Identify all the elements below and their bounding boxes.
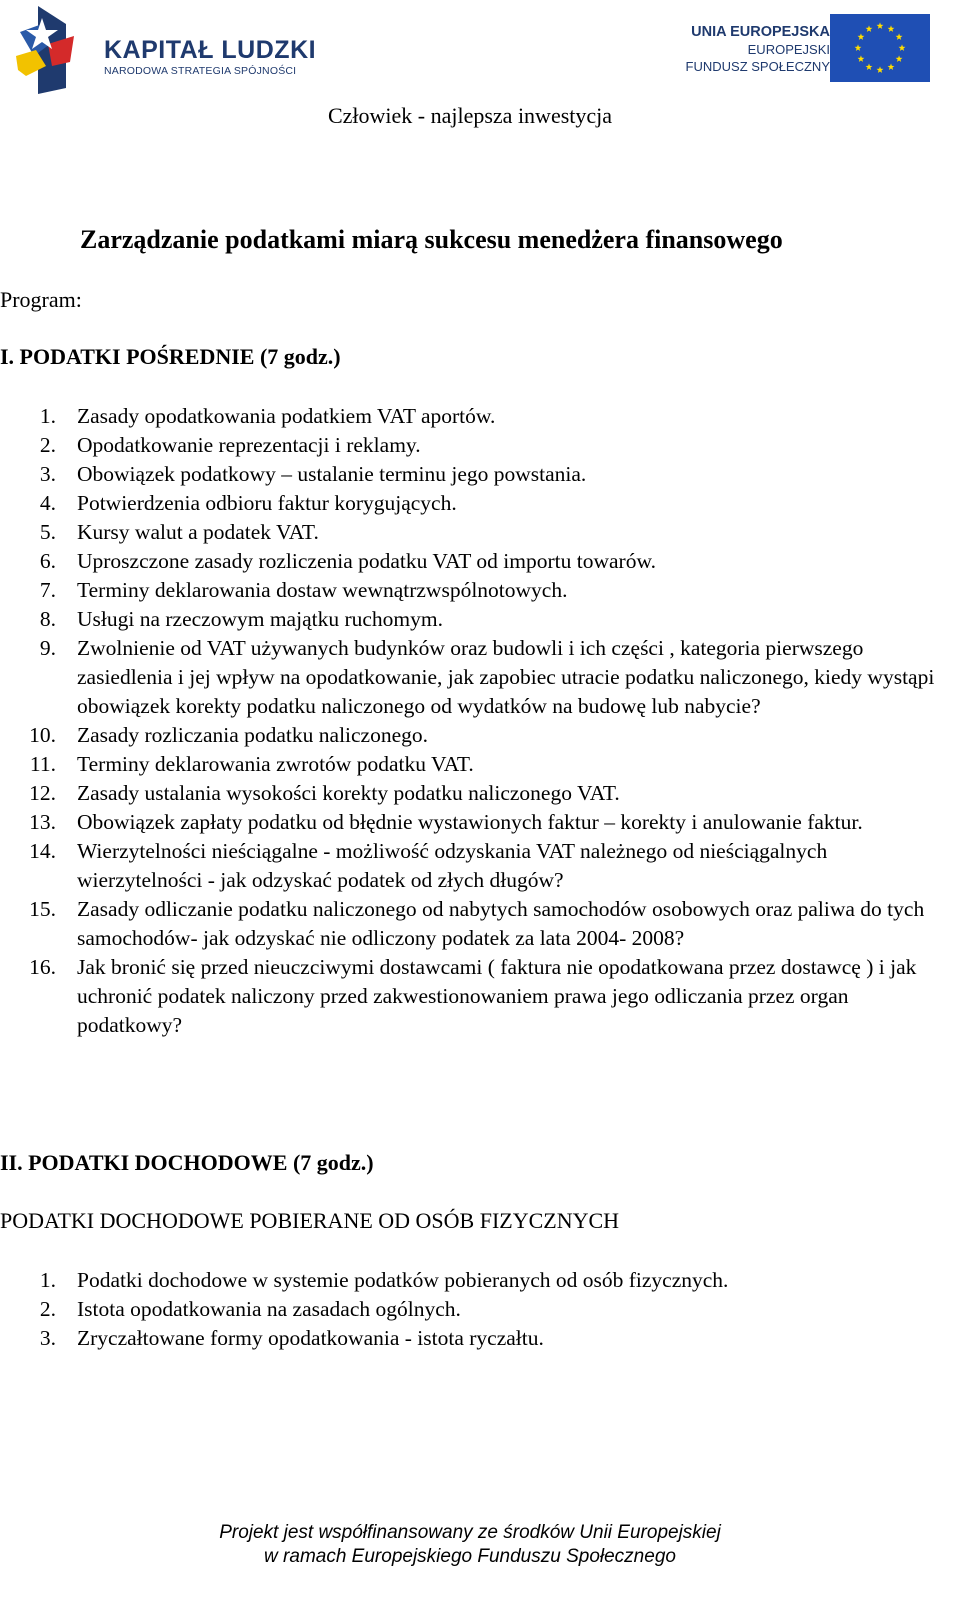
eu-flag-icon: [830, 14, 930, 82]
section-heading-income-taxes: II. PODATKI DOCHODOWE (7 godz.): [0, 1150, 374, 1175]
footer-line2: w ramach Europejskiego Funduszu Społecznego: [264, 1546, 676, 1567]
footer: [0, 1521, 940, 1569]
list-item: 7. Terminy deklarowania dostaw wewnątrzwspólnotowych.: [39, 578, 568, 602]
program-label: Program:: [0, 287, 82, 312]
list-item: 13. Obowiązek zapłaty podatku od błędnie wystawionych faktur – korekty i anulowanie faktur.: [29, 810, 863, 834]
eu-logo-line1: UNIA EUROPEJSKA: [691, 24, 830, 40]
list-item: 2. Opodatkowanie reprezentacji i reklamy.: [39, 433, 421, 457]
list-item: 2. Istota opodatkowania na zasadach ogólnych.: [39, 1297, 461, 1321]
kapital-ludzki-star-icon: [12, 4, 92, 96]
income-taxes-list: [0, 1266, 945, 1353]
eu-logo: [660, 12, 950, 88]
kapital-ludzki-title: KAPITAŁ LUDZKI: [104, 36, 317, 64]
list-item: 3. Obowiązek podatkowy – ustalanie terminu jego powstania.: [39, 462, 587, 486]
list-item: 12. Zasady ustalania wysokości korekty podatku naliczonego VAT.: [29, 781, 620, 805]
list-item: 1. Zasady opodatkowania podatkiem VAT aportów.: [39, 404, 496, 428]
eu-logo-text: [686, 24, 830, 75]
list-item: 8. Usługi na rzeczowym majątku ruchomym.: [39, 607, 443, 631]
subheading-individuals: PODATKI DOCHODOWE POBIERANE OD OSÓB FIZYCZNYCH: [0, 1208, 620, 1233]
kapital-ludzki-subtitle: NARODOWA STRATEGIA SPÓJNOŚCI: [104, 65, 297, 77]
list-item: 14. Wierzytelności nieściągalne - możliwość odzyskania VAT należnego od nieściągalnych wierzytelności - jak odzyskać podatek od złych długów?: [29, 839, 828, 892]
indirect-taxes-list: [0, 402, 945, 1040]
page-title: Zarządzanie podatkami miarą sukcesu menedżera finansowego: [80, 225, 783, 254]
eu-logo-line3: FUNDUSZ SPOŁECZNY: [685, 59, 830, 74]
footer-line1: Projekt jest współfinansowany ze środków Unii Europejskiej: [219, 1522, 721, 1543]
section-heading-indirect-taxes: I. PODATKI POŚREDNIE (7 godz.): [0, 344, 341, 369]
list-item: 10. Zasady rozliczania podatku naliczonego.: [29, 723, 429, 747]
list-item: 6. Uproszczone zasady rozliczenia podatku VAT od importu towarów.: [39, 549, 656, 573]
list-item: 5. Kursy walut a podatek VAT.: [39, 520, 319, 544]
list-item: 1. Podatki dochodowe w systemie podatków pobieranych od osób fizycznych.: [39, 1268, 729, 1292]
motto: Człowiek - najlepsza inwestycja: [327, 103, 613, 128]
list-item: 3. Zryczałtowane formy opodatkowania - istota ryczałtu.: [39, 1326, 544, 1350]
list-item: 11. Terminy deklarowania zwrotów podatku VAT.: [29, 752, 474, 776]
kapital-ludzki-logo: [12, 4, 317, 96]
eu-logo-line2: EUROPEJSKI: [747, 42, 830, 57]
list-item: 4. Potwierdzenia odbioru faktur korygujących.: [39, 491, 457, 515]
list-item: 16. Jak bronić się przed nieuczciwymi dostawcami ( faktura nie opodatkowana przez dostawcę ) i jak uchronić podatek naliczony przed zakwestionowaniem prawa jego odliczania przez organ podatkowy?: [29, 955, 917, 1037]
list-item: 15. Zasady odliczanie podatku naliczonego od nabytych samochodów osobowych oraz paliwa do tych samochodów- jak odzyskać nie odliczony podatek za lata 2004- 2008?: [29, 897, 925, 950]
list-item: 9. Zwolnienie od VAT używanych budynków oraz budowli i ich części , kategoria pierwszego zasiedlenia i jej wpływ na opodatkowanie, jak zapobiec utracie podatku naliczonego, kiedy wystąpi obowiązek korekty podatku naliczonego od wydatków na budowę lub nabycie?: [39, 636, 935, 718]
